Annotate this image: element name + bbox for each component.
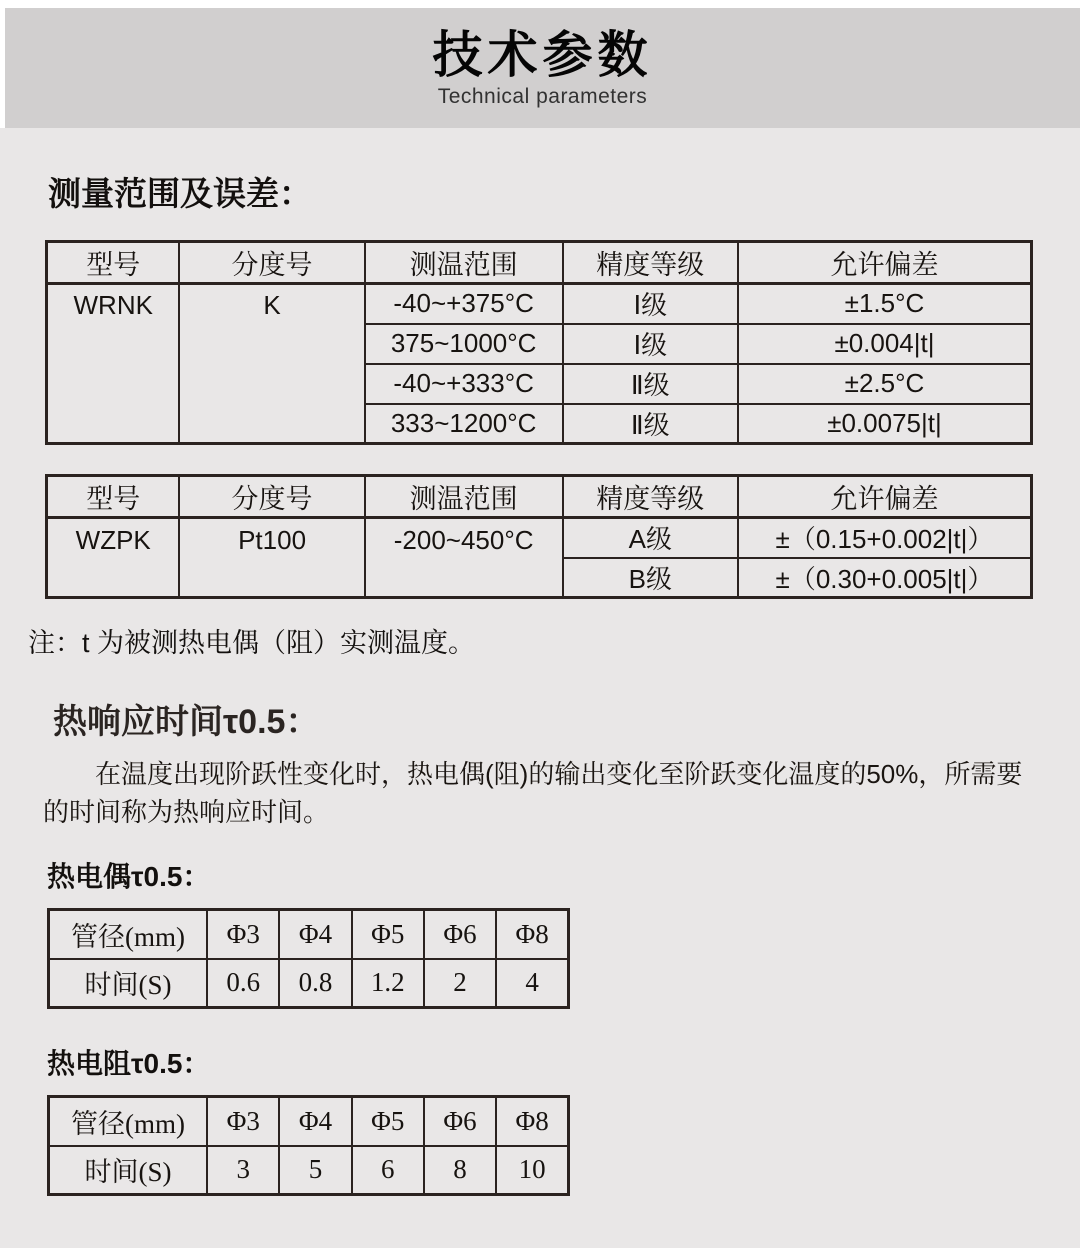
range-cell: -40~+375°C: [365, 284, 563, 324]
col-header-graduation: 分度号: [179, 242, 364, 284]
time-cell: 3: [207, 1146, 279, 1195]
time-label: 时间(S): [49, 1146, 208, 1195]
diameter-row: [49, 1097, 569, 1146]
footnote-t-definition: 注：t 为被测热电偶（阻）实测温度。: [28, 628, 476, 658]
diameter-cell: Φ3: [207, 910, 279, 959]
page-content: [0, 174, 1080, 1196]
page-subtitle: Technical parameters: [437, 85, 648, 108]
range-cell: 333~1200°C: [365, 404, 563, 444]
col-header-range: 测温范围: [365, 242, 563, 284]
section-title-thermal-response: 热响应时间τ0.5：: [53, 703, 320, 741]
thermocouple-spec-table: [45, 240, 1033, 445]
time-cell: 0.8: [279, 959, 351, 1008]
col-header-grade: 精度等级: [563, 242, 738, 284]
col-header-deviation: 允许偏差: [738, 476, 1032, 518]
grade-cell: A级: [563, 518, 738, 558]
header-band-margin: [0, 0, 1080, 128]
deviation-cell: ±（0.15+0.002|t|）: [738, 518, 1032, 558]
range-cell: 375~1000°C: [365, 324, 563, 364]
grade-cell: Ⅰ级: [563, 284, 738, 324]
subsection-title-thermocouple-tau: 热电偶τ0.5：: [47, 861, 211, 892]
range-cell: -40~+333°C: [365, 364, 563, 404]
deviation-cell: ±0.0075|t|: [738, 404, 1032, 444]
diameter-cell: Φ8: [496, 910, 568, 959]
table-header-row: [47, 242, 1032, 284]
deviation-cell: ±1.5°C: [738, 284, 1032, 324]
table-row: [47, 518, 1032, 558]
time-row: [49, 959, 569, 1008]
time-label: 时间(S): [49, 959, 208, 1008]
time-cell: 6: [352, 1146, 424, 1195]
diameter-label: 管径(mm): [49, 910, 208, 959]
time-cell: 0.6: [207, 959, 279, 1008]
col-header-range: 测温范围: [365, 476, 563, 518]
subsection-title-rtd-tau: 热电阻τ0.5：: [47, 1048, 211, 1079]
col-header-deviation: 允许偏差: [738, 242, 1032, 284]
diameter-cell: Φ5: [352, 1097, 424, 1146]
table-row: [47, 284, 1032, 324]
col-header-grade: 精度等级: [563, 476, 738, 518]
grade-cell: Ⅰ级: [563, 324, 738, 364]
grade-cell: Ⅱ级: [563, 404, 738, 444]
diameter-row: [49, 910, 569, 959]
range-cell: -200~450°C: [365, 518, 563, 598]
time-cell: 10: [496, 1146, 568, 1195]
col-header-model: 型号: [47, 242, 180, 284]
rtd-spec-table: [45, 474, 1033, 599]
time-cell: 4: [496, 959, 568, 1008]
diameter-cell: Φ6: [424, 910, 496, 959]
rtd-response-table: [47, 1095, 570, 1196]
grade-cell: B级: [563, 558, 738, 598]
deviation-cell: ±0.004|t|: [738, 324, 1032, 364]
thermocouple-response-table: [47, 908, 570, 1009]
time-cell: 2: [424, 959, 496, 1008]
page-title: 技术参数: [432, 27, 653, 83]
diameter-label: 管径(mm): [49, 1097, 208, 1146]
graduation-cell: K: [179, 284, 364, 444]
diameter-cell: Φ8: [496, 1097, 568, 1146]
thermal-response-description: 在温度出现阶跃性变化时，热电偶(阻)的输出变化至阶跃变化温度的50%，所需要的时间称为热响应时间。: [43, 759, 1023, 827]
table-header-row: [47, 476, 1032, 518]
diameter-cell: Φ5: [352, 910, 424, 959]
section-title-measure-range: 测量范围及误差：: [48, 175, 312, 212]
deviation-cell: ±2.5°C: [738, 364, 1032, 404]
diameter-cell: Φ3: [207, 1097, 279, 1146]
time-cell: 8: [424, 1146, 496, 1195]
grade-cell: Ⅱ级: [563, 364, 738, 404]
col-header-graduation: 分度号: [179, 476, 364, 518]
time-cell: 5: [279, 1146, 351, 1195]
diameter-cell: Φ4: [279, 1097, 351, 1146]
time-row: [49, 1146, 569, 1195]
diameter-cell: Φ6: [424, 1097, 496, 1146]
model-cell: WRNK: [47, 284, 180, 444]
deviation-cell: ±（0.30+0.005|t|）: [738, 558, 1032, 598]
header-band: [5, 8, 1080, 128]
model-cell: WZPK: [47, 518, 180, 598]
diameter-cell: Φ4: [279, 910, 351, 959]
time-cell: 1.2: [352, 959, 424, 1008]
col-header-model: 型号: [47, 476, 180, 518]
graduation-cell: Pt100: [179, 518, 364, 598]
